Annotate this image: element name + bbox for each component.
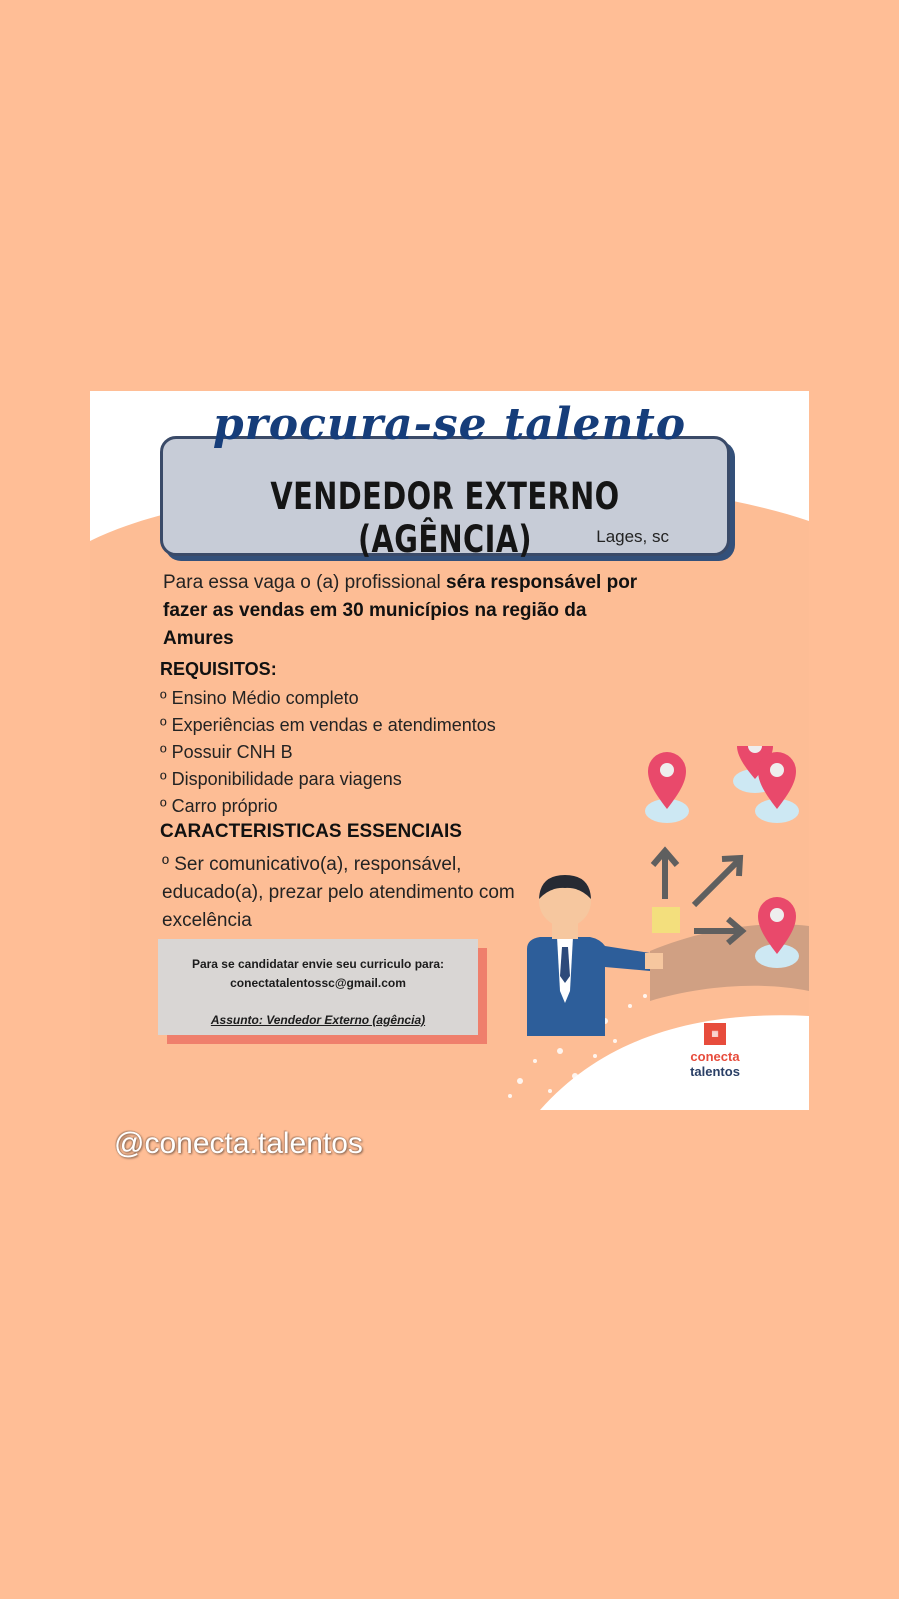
job-title: VENDEDOR EXTERNO (AGÊNCIA) (270, 475, 620, 561)
apply-email: conectatalentossc@gmail.com (230, 976, 406, 990)
location-pin-icon (755, 897, 799, 968)
requirements-heading: REQUISITOS: (160, 659, 277, 679)
account-handle[interactable]: @conecta.talentos (114, 1127, 363, 1160)
location-label: Lages, sc (596, 527, 669, 546)
person-icon (527, 875, 663, 1036)
brand-logo (680, 1023, 750, 1079)
brand-line-1: conecta (690, 1049, 740, 1064)
box-shape (652, 907, 680, 933)
apply-subject: Assunto: Vendedor Externo (agência) (210, 1013, 426, 1027)
location-pin-icon (755, 752, 799, 823)
job-post-card (90, 391, 809, 1110)
characteristics-heading: CARACTERISTICAS ESSENCIAIS (160, 821, 462, 842)
characteristics-text: º Ser comunicativo(a), responsável, educado(a), prezar pelo atendimento com excelência (162, 854, 515, 931)
requirement-item: º Ensino Médio completo (160, 688, 359, 708)
title-box (160, 436, 730, 561)
apply-box (158, 939, 478, 1035)
requirement-item: º Carro próprio (160, 796, 278, 816)
apply-instruction: Para se candidatar envie seu curriculo para: (191, 957, 445, 971)
location-pin-icon (645, 752, 689, 823)
intro-normal: Para essa vaga o (a) profissional (163, 572, 447, 593)
requirement-item: º Disponibilidade para viagens (160, 769, 402, 789)
requirement-item: º Possuir CNH B (160, 742, 293, 762)
intro-bold: séra responsável por fazer as vendas em 30 municípios na região da Amures (163, 572, 638, 649)
script-title: procura-se talento (212, 399, 687, 450)
brand-line-2: talentos (690, 1064, 740, 1079)
requirement-item: º Experiências em vendas e atendimentos (160, 715, 496, 735)
brand-logo-icon: ▦ (704, 1023, 726, 1045)
